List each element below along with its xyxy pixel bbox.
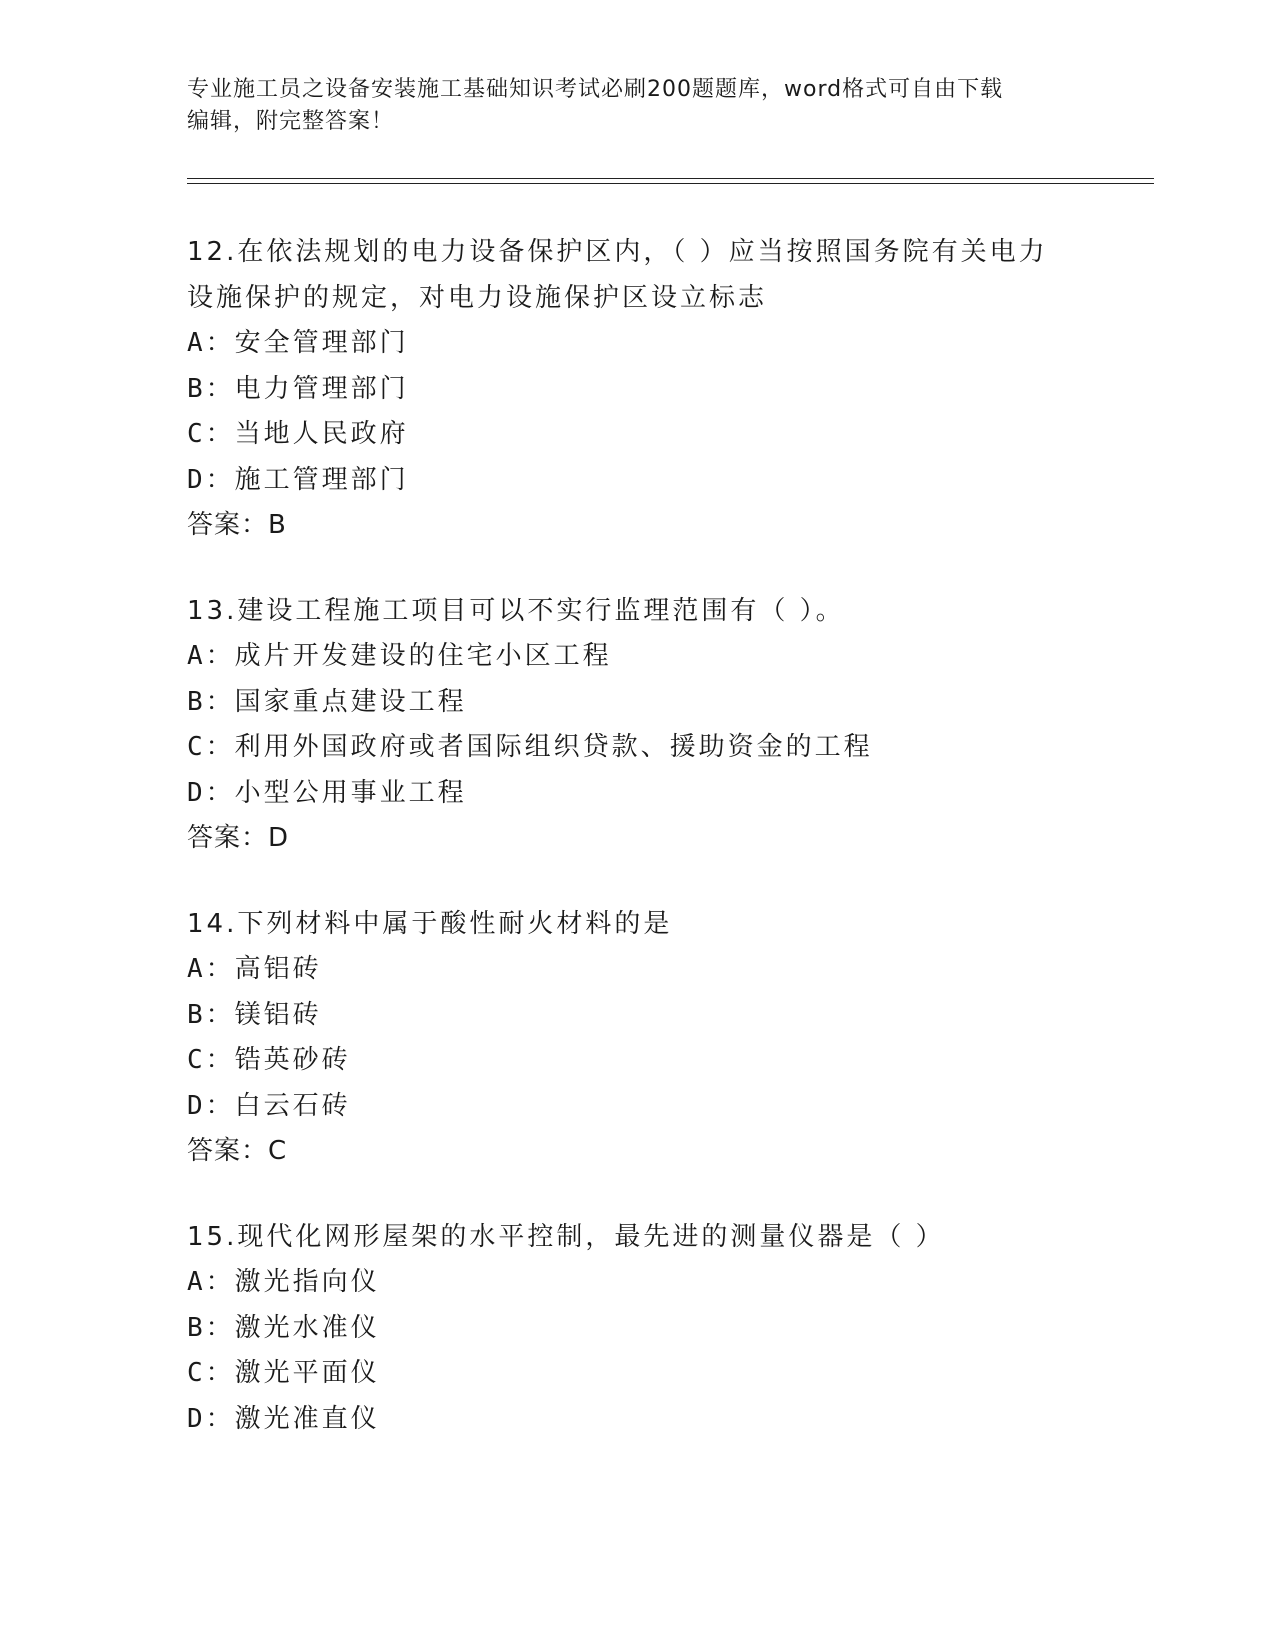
question-13 bbox=[187, 589, 1087, 862]
option-d: D：激光准直仪 bbox=[187, 1403, 380, 1434]
question-15 bbox=[187, 1215, 1087, 1443]
header-divider-bottom bbox=[187, 183, 1154, 184]
option-a: A：激光指向仪 bbox=[187, 1267, 380, 1297]
question-12 bbox=[187, 230, 1087, 549]
option-b: B：电力管理部门 bbox=[187, 373, 409, 404]
option-d: D：小型公用事业工程 bbox=[187, 777, 467, 808]
answer: 答案：D bbox=[187, 823, 290, 853]
question-text: 13.建设工程施工项目可以不实行监理范围有（ ）。 bbox=[187, 595, 845, 626]
option-b: B：镁铝砖 bbox=[187, 999, 322, 1030]
answer: 答案：C bbox=[187, 1136, 288, 1166]
question-text: 12.在依法规划的电力设备保护区内，（ ）应当按照国务院有关电力 bbox=[187, 237, 1048, 267]
option-d: D：施工管理部门 bbox=[187, 464, 409, 495]
header-line-1: 专业施工员之设备安装施工基础知识考试必刷200题题库，word格式可自由下载 bbox=[187, 77, 1004, 102]
document-header bbox=[187, 74, 1087, 138]
option-c: C：利用外国政府或者国际组织贷款、援助资金的工程 bbox=[187, 732, 873, 762]
answer: 答案：B bbox=[187, 510, 287, 540]
option-c: C：当地人民政府 bbox=[187, 419, 409, 449]
question-text: 14.下列材料中属于酸性耐火材料的是 bbox=[187, 908, 673, 939]
question-14 bbox=[187, 902, 1087, 1175]
option-b: B：激光水准仪 bbox=[187, 1312, 380, 1343]
option-b: B：国家重点建设工程 bbox=[187, 686, 467, 717]
header-line-2: 编辑，附完整答案！ bbox=[187, 109, 395, 134]
question-text-continued: 设施保护的规定，对电力设施保护区设立标志 bbox=[187, 282, 768, 313]
question-list bbox=[187, 230, 1087, 1482]
question-text: 15.现代化网形屋架的水平控制，最先进的测量仪器是（ ） bbox=[187, 1221, 945, 1252]
option-a: A：成片开发建设的住宅小区工程 bbox=[187, 641, 612, 671]
option-a: A：高铝砖 bbox=[187, 954, 322, 984]
option-d: D：白云石砖 bbox=[187, 1090, 351, 1121]
option-a: A：安全管理部门 bbox=[187, 328, 409, 358]
header-divider-top bbox=[187, 178, 1154, 179]
option-c: C：锆英砂砖 bbox=[187, 1045, 351, 1075]
option-c: C：激光平面仪 bbox=[187, 1358, 380, 1388]
